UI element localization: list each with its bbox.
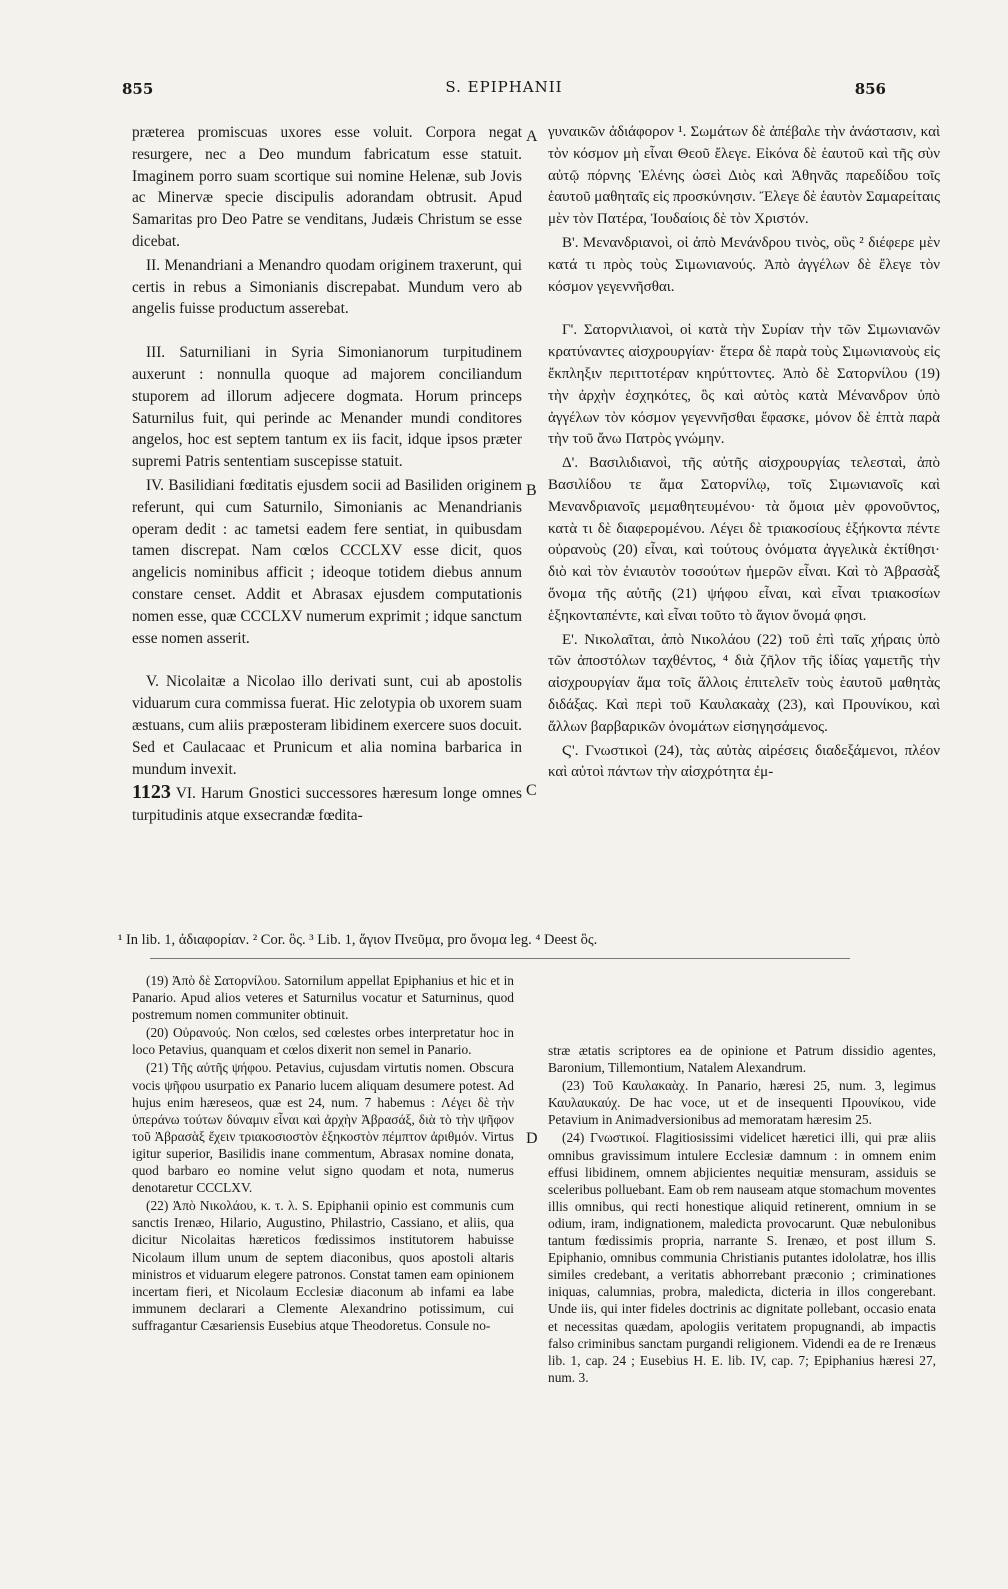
latin-column: [132, 122, 522, 829]
running-head: [0, 78, 1008, 102]
note: (23) Τοῦ Καυλακαὰχ. In Panario, hæresi 25, num. 3, legimus Καυλαυκαύχ. De hac voce, ut et de insequenti Προυνίκου, vide Petavium in Animadversionibus ad memoratam hæresim 25.: [548, 1078, 936, 1128]
latin-paragraph: IV. Basilidiani fœditatis ejusdem socii ad Basiliden originem referunt, qui cum Saturnilo, Simonianis ac Menandrianis operam dedit : ac tametsi eadem fere sentiat, in quibusdam tamen discrepat. Nam cœlos CCCLXV esse dicit, quos angelicis nominibus afficit ; ideoque totidem diebus annum constare censet. Addit et Abrasax ejusdem computationis nomen esse, quæ CCCLXV numerum exprimit ; idque sanctum esse nomen asserit.: [132, 476, 522, 647]
greek-paragraph: Δ'. Βασιλιδιανοὶ, τῆς αὐτῆς αἰσχρουργίας τελεσταὶ, ἀπὸ Βασιλίδου τε ἅμα Σατορνίλῳ, τοῖς Σιμωνιανοῖς καὶ Μενανδριανοῖς μεμαθητευμένου· τὰ ὅμοια μὲν φρονοῦντος, κατὰ τι δὲ διαφερομένου. Λέγει δὲ τριακοσίους ἑξήκοντα πέντε οὐρανοὺς (20) εἶναι, καὶ τούτους ὀνόματα ἀγγελικὰ ἐκτίθησι· διὸ καὶ τὸν ἐνιαυτὸν τοσούτων ἡμερῶν εἶναι. Καὶ τὸ Ἀβρασὰξ ὄνομα τῆς αὐτῆς (21) ψήφου εἶναι, καὶ εἶναι τριακοσίων ἑξηκονταπέντε, καὶ εἶναι τοῦτο τὸ ἅγιον ὄνομά φησι.: [548, 455, 940, 624]
column-number: 1123: [132, 781, 171, 804]
note: stræ ætatis scriptores ea de opinione et Patrum dissidio agentes, Baronium, Tillemontium, Natalem Alexandrum.: [548, 1043, 936, 1076]
note: (21) Τῆς αὐτῆς ψήφου. Petavius, cujusdam virtutis nomen. Obscura vocis ψῆφου usurpatio ex Panario lucem aliquam desumere potest. Ad hujus enim hæreseos, quæ est 24, num. 7 habemus : Λέγει δὲ τὴν ὑπεράνω τούτων δύναμιν εἶναι καὶ ἀρχὴν Ἀβρασάξ, διὰ τὸ τὴν ψῆφον τοῦ Ἀβρασὰξ ἔχειν τριακοσιοστὸν ἑξηκοστὸν πέμπτον ἀριθμόν. Virtus igitur superior, Basilidis inane commentum, Abrasax nomine donata, quod barbaro eo nomine velut signo quodam et nota, numerus denotaretur CCCLXV.: [132, 1060, 514, 1196]
running-title: S. EPIPHANII: [445, 78, 563, 96]
margin-letter-a: A: [526, 128, 538, 145]
notes-right-column: [548, 1042, 936, 1387]
textual-footnotes: ¹ In lib. 1, ἀδιαφορίαν. ² Cor. ὃς. ³ Lib. 1, ἅγιον Πνεῦμα, pro ὄνομα leg. ⁴ Deest ὃς.: [118, 932, 598, 948]
note: (20) Οὐρανούς. Non cœlos, sed cœlestes orbes interpretatur hoc in loco Petavius, quanquam et cœlos dixerit non semel in Panario.: [132, 1025, 514, 1058]
greek-paragraph: Γ'. Σατορνιλιανοὶ, οἱ κατὰ τὴν Συρίαν τὴν τῶν Σιμωνιανῶν κρατύναντες αἰσχρουργίαν· ἕτερα δὲ παρὰ τοὺς Σιμωνιανοὺς εἰς ἔκπληξιν περιττοτέραν κηρύττοντες. Ἀπὸ δὲ Σατορνίλου (19) τὴν ἀρχὴν ἐσχηκότες, ὃς καὶ αὐτὸς κατὰ Μένανδρον ὑπὸ ἀγγέλων τὸν κόσμον γεγεννῆσθαι ἔφασκε, μόνον δὲ ἑπτὰ παρὰ τὴν τοῦ ἄνω Πατρὸς γνώμην.: [548, 322, 940, 448]
notes-left-column: [132, 972, 514, 1335]
latin-paragraph: V. Nicolaitæ a Nicolao illo derivati sunt, cui ab apostolis viduarum cura commissa fuerat. Hic zelotypia ob uxorem suam æstuans, cum aliis præposteram libidinem exercere suos docuit. Sed et Caulacaac et Prunicum et alia nomina barbarica in mundum invexit.: [132, 673, 522, 778]
greek-column: [548, 122, 940, 786]
page-number-right: 856: [854, 80, 886, 98]
greek-paragraph: Ε'. Νικολαῖται, ἀπὸ Νικολάου (22) τοῦ ἐπὶ ταῖς χήραις ὑπὸ τῶν ἀποστόλων ταχθέντος, ⁴ διὰ ζῆλον τῆς ἰδίας γαμετῆς τὴν αἰσχρουργίαν ἅμα τοῖς ἄλλοις ἐπιτελεῖν τοὺς ἑαυτοῦ μαθητὰς διδάξας. Καὶ περὶ τοῦ Καυλακαὰχ (23), καὶ Προυνίκου, καὶ ἄλλων βαρβαρικῶν ὀνομάτων εἰσηγησάμενος.: [548, 631, 940, 735]
margin-letter-b: B: [526, 482, 537, 499]
latin-paragraph: [132, 782, 522, 827]
latin-paragraph: præterea promiscuas uxores esse voluit. Corpora negat resurgere, nec a Deo mundum fabricatum esse statuit. Imaginem porro suam scortique sui nomine Helenæ, sub Jovis ac Minervæ specie discipulis adorandam obtrusit. Apud Samaritas pro Deo Patre se venditans, Judæis Christum se esse dicebat.: [132, 124, 522, 250]
greek-paragraph: Β'. Μενανδριανοὶ, οἱ ἀπὸ Μενάνδρου τινὸς, οὓς ² διέφερε μὲν κατά τι πρὸς τοὺς Σιμωνιανούς. Ἀπὸ ἀγγέλων δὲ ἔλεγε τὸν κόσμον γεγεννῆσθαι.: [548, 234, 940, 295]
greek-paragraph: Ϛ'. Γνωστικοὶ (24), τὰς αὐτὰς αἱρέσεις διαδεξάμενοι, πλέον καὶ αὐτοὶ πάντων τὴν αἰσχρότητα ἐμ-: [548, 742, 940, 781]
greek-paragraph: γυναικῶν ἀδιάφορον ¹. Σωμάτων δὲ ἀπέβαλε τὴν ἀνάστασιν, καὶ τὸν κόσμον μὴ εἶναι Θεοῦ ἔλεγε. Εἰκόνα δὲ ἑαυτοῦ καὶ τῆς σὺν αὐτῷ πόρνης Ἑλένης ὡσεὶ Διὸς καὶ Ἀθηνᾶς παρεδίδου τοῖς ἑαυτοῦ μαθηταῖς εἰς προσκύνησιν. Ἔλεγε δὲ ἑαυτὸν Σαμαρείταις μὲν τὸν Πατέρα, Ἰουδαίοις δὲ τὸν Χριστόν.: [548, 124, 941, 228]
note: (19) Ἀπὸ δὲ Σατορνίλου. Satornilum appellat Epiphanius et hic et in Panario. Apud alios veteres et Saturnilus vocatur et Saturninus, quod postremum nomen communiter obtinuit.: [132, 973, 514, 1023]
margin-letter-c: C: [526, 782, 537, 799]
margin-letter-d: D: [526, 1130, 538, 1147]
latin-paragraph: III. Saturniliani in Syria Simonianorum turpitudinem auxerunt : nonnulla quoque ad majorem conciliandum stuporem ad illorum adjecere dogmata. Horum princeps Saturnilus fuit, qui perinde ac Menander mundi conditores angelos, hoc est septem tantum ex iis facit, idque ipsos præter supremi Patris sententiam suscepisse statuit.: [132, 344, 522, 471]
note: (22) Ἀπὸ Νικολάου, κ. τ. λ. S. Epiphanii opinio est communis cum sanctis Irenæo, Hilario, Augustino, Philastrio, Cassiano, et aliis, qua dicitur Nicolaitas hæreticos fœdissimos institutorem habuisse Nicolaum illum unum de septem diaconibus, quos apostoli altaris ministros et viduarum elegere patronos. Constat tamen eam opinionem incertam fieri, et Nicolaum Ecclesiæ diaconum ab infami ea labe immunem declarari a Clemente Alexandrino potissimum, cui suffragantur Cæsariensis Eusebius atque Theodoretus. Consule no-: [132, 1198, 514, 1333]
note: (24) Γνωστικοί. Flagitiosissimi videlicet hæretici illi, qui præ aliis omnibus gravissimum intulere Ecclesiæ damnum : in omnem enim effusi libidinem, omnem abjicientes nequitiæ mensuram, assiduis se sceleribus polluebant. Eam ob rem nauseam atque stomachum moventes illis omnibus, qui recti honestique aliquid retinerent, omnium in se odium, iram, indignationem, maledicta provocarunt. Quæ nebulonibus tantum fœdissimis propria, narrante S. Irenæo, et post illum S. Epiphanio, omnibus communia Christianis putantes idololatræ, hos illis similes credebant, a veritatis abhorrebant præconio ; criminationes iniquas, calumnias, probra, maledicta, dicteria in illos congerebant. Unde iis, qui inter fideles doctrinis ac dignitate pollebant, occasio enata et necessitas quædam, apologiis veritatem propugnandi, ab impactis falso criminibus sanctam purgandi religionem. Videndi ea de re Irenæus lib. 1, cap. 24 ; Eusebius H. E. lib. IV, cap. 7; Epiphanius hæresi 27, num. 3.: [548, 1130, 936, 1385]
divider: [150, 958, 850, 959]
latin-paragraph: II. Menandriani a Menandro quodam originem traxerunt, qui certis in rebus a Simonianis discrepabat. Mundum vero ab angelis fuisse productum asserebat.: [132, 256, 522, 318]
latin-paragraph-text: VI. Harum Gnostici successores hæresum longe omnes turpitudinis atque exsecrandæ fœdita-: [132, 785, 522, 825]
page-number-left: 855: [122, 80, 154, 98]
